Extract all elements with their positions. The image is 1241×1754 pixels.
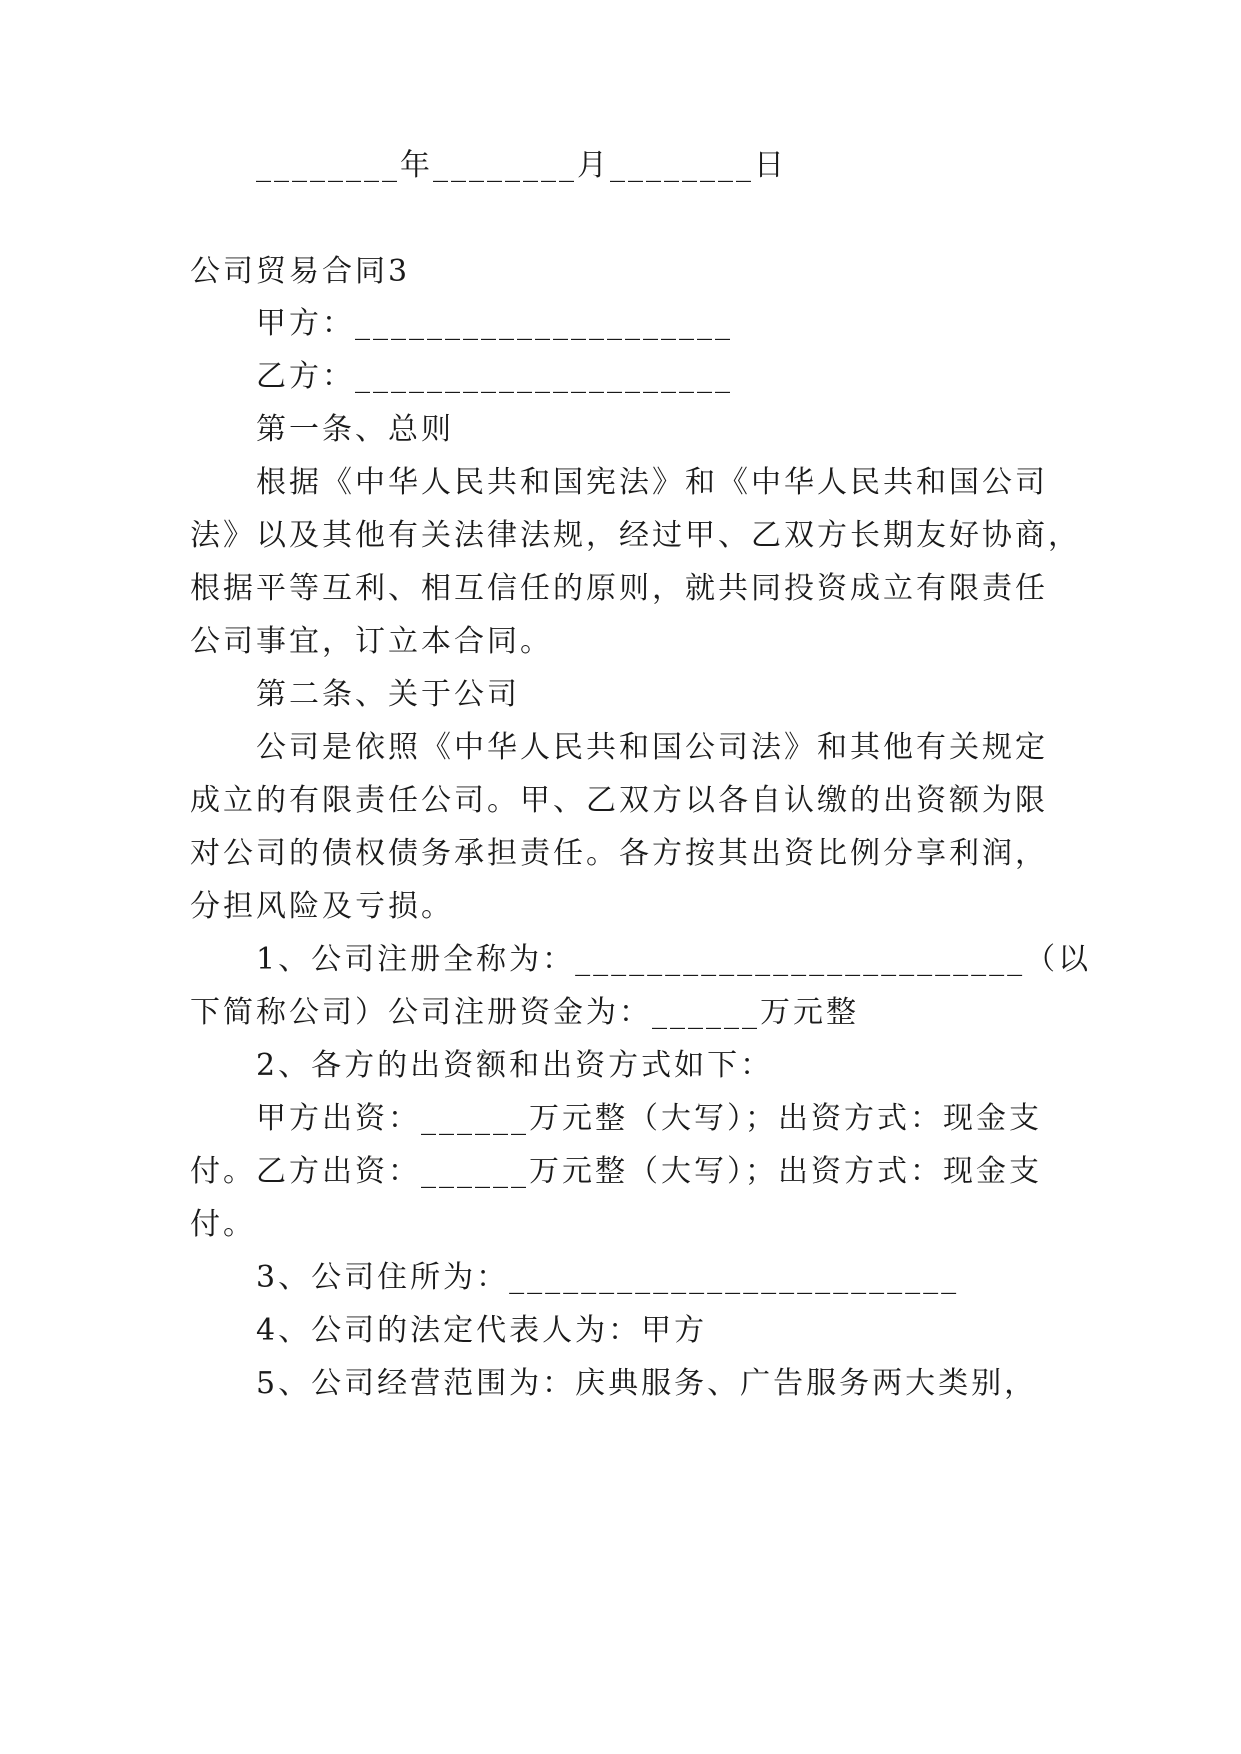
article2-heading: 第二条、关于公司 (256, 677, 520, 712)
article2-line-3: 对公司的债权债务承担责任。各方按其出资比例分享利润， (190, 836, 1048, 871)
item3-line: 3、公司住所为：_________________________ (256, 1260, 960, 1295)
capital-line-3: 付。 (190, 1207, 256, 1242)
article1-line-4: 公司事宜，订立本合同。 (190, 624, 553, 659)
article1-line-3: 根据平等互利、相互信任的原则，就共同投资成立有限责任 (190, 571, 1048, 606)
article1-line-1: 根据《中华人民共和国宪法》和《中华人民共和国公司 (256, 465, 1048, 500)
item2-line: 2、各方的出资额和出资方式如下： (256, 1048, 774, 1083)
item4-line: 4、公司的法定代表人为：甲方 (256, 1313, 708, 1348)
item1-line-1: 1、公司注册全称为：_________________________（以 (256, 942, 1092, 977)
party-b-line: 乙方：_____________________ (256, 359, 733, 394)
article2-line-1: 公司是依照《中华人民共和国公司法》和其他有关规定 (256, 730, 1048, 765)
document-title: 公司贸易合同3 (190, 254, 411, 289)
date-line: ________年________月________日 (256, 148, 787, 183)
article2-line-2: 成立的有限责任公司。甲、乙双方以各自认缴的出资额为限 (190, 783, 1048, 818)
party-a-line: 甲方：_____________________ (256, 306, 733, 341)
article2-line-4: 分担风险及亏损。 (190, 889, 454, 924)
article1-heading: 第一条、总则 (256, 412, 454, 447)
capital-line-1: 甲方出资：______万元整（大写）；出资方式：现金支 (256, 1101, 1042, 1136)
item1-line-2: 下简称公司）公司注册资金为：______万元整 (190, 995, 859, 1030)
article1-line-2: 法》以及其他有关法律法规，经过甲、乙双方长期友好协商， (190, 518, 1081, 553)
capital-line-2: 付。乙方出资：______万元整（大写）；出资方式：现金支 (190, 1154, 1042, 1189)
item5-line: 5、公司经营范围为：庆典服务、广告服务两大类别， (256, 1366, 1038, 1401)
